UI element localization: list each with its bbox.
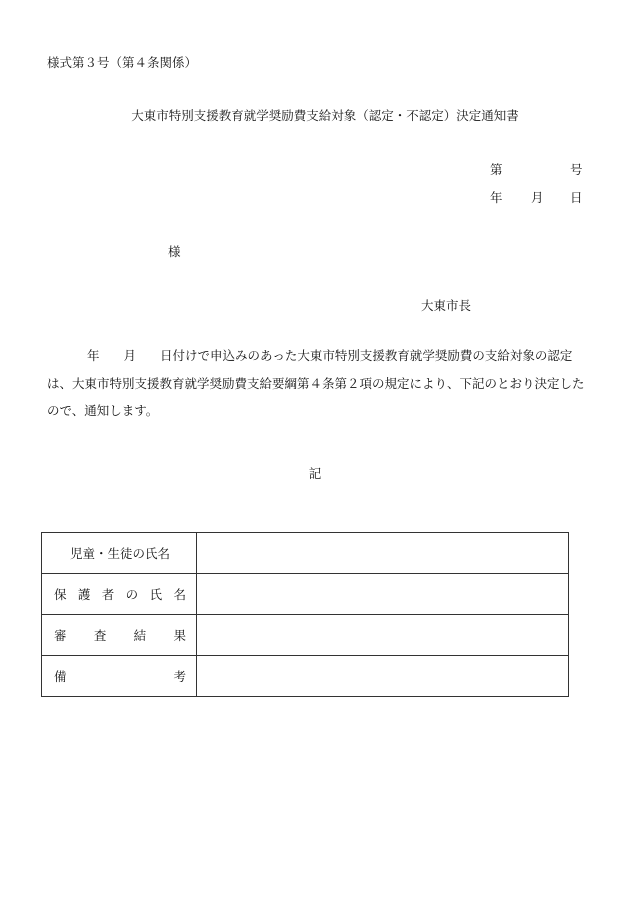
doc-number-prefix: 第 (490, 162, 503, 177)
doc-number-suffix: 号 (570, 162, 583, 177)
body-month-label: 月 (123, 348, 137, 363)
label-char: 審 (54, 628, 67, 643)
label-char: 結 (133, 628, 147, 643)
date-year-label: 年 (490, 190, 503, 205)
row-value-review-result (197, 615, 569, 656)
row-label-remarks (42, 656, 197, 697)
label-text: 児童・生徒の氏名 (69, 546, 170, 561)
label-char: 備 (54, 669, 67, 684)
table-row (42, 656, 569, 697)
table-row (42, 615, 569, 656)
body-year-label: 年 (87, 348, 100, 363)
row-value-remarks (197, 656, 569, 697)
row-value-student-name (197, 533, 569, 574)
row-label-guardian-name (42, 574, 197, 615)
label-char: 保 (54, 587, 67, 602)
label-char: 名 (173, 587, 186, 602)
label-char: 果 (173, 628, 186, 643)
label-char: 考 (173, 669, 186, 684)
label-char: 者 (101, 587, 115, 602)
label-char: 護 (77, 587, 91, 602)
label-char: 氏 (149, 587, 163, 602)
document-title: 大東市特別支援教育就学奨励費支給対象（認定・不認定）決定通知書 (131, 108, 519, 123)
date-day-label: 日 (570, 190, 583, 205)
row-label-student-name (42, 533, 197, 574)
body-text: 日付けで申込みのあった大東市特別支援教育就学奨励費の支給対象の認定は、大東市特別支援教育就学奨励費支給要綱第４条第２項の規定により、下記のとおり決定したので、通知します。 (47, 348, 585, 418)
row-label-review-result (42, 615, 197, 656)
ki-heading: 記 (308, 466, 322, 481)
form-number: 様式第３号（第４条関係） (47, 55, 198, 70)
issuer: 大東市長 (421, 298, 472, 313)
row-value-guardian-name (197, 574, 569, 615)
result-table (41, 532, 569, 697)
table-row (42, 533, 569, 574)
label-char: 査 (93, 628, 107, 643)
notice-body (47, 342, 587, 425)
label-char: の (125, 587, 139, 602)
table-row (42, 574, 569, 615)
date-month-label: 月 (531, 190, 544, 205)
addressee-suffix: 様 (168, 244, 181, 259)
